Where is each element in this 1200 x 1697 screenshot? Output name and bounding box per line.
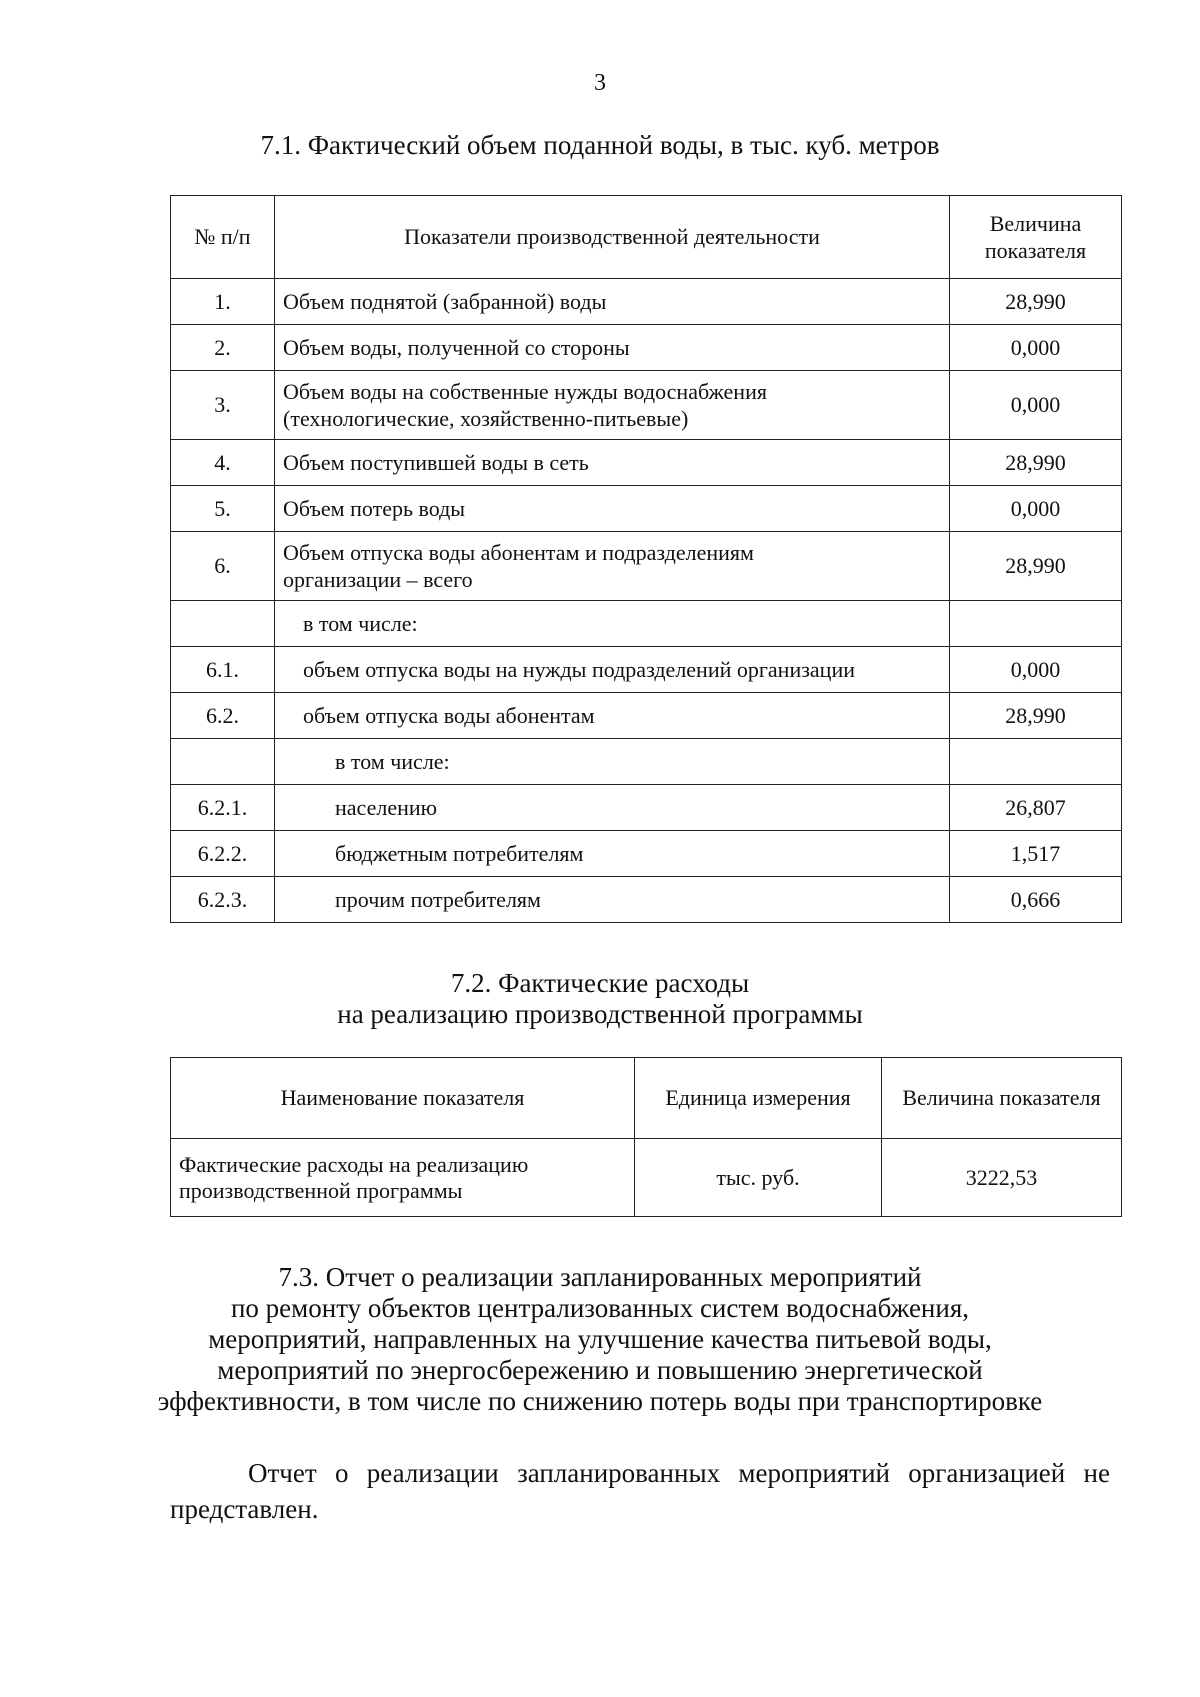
table-row	[171, 486, 1122, 532]
table-row	[171, 371, 1122, 440]
section-7-3-title-line4: мероприятий по энергосбережению и повышению энергетической	[217, 1355, 983, 1385]
cell-indicator	[275, 601, 950, 647]
cell-indicator-name	[171, 1139, 635, 1217]
section-7-3-title	[0, 1262, 1200, 1417]
cell-indicator-line: Объем потерь воды	[283, 496, 466, 521]
cell-indicator	[275, 440, 950, 486]
cell-value: 0,666	[950, 877, 1122, 923]
table-row	[171, 1139, 1122, 1217]
cell-indicator-line: объем отпуска воды на нужды подразделений организации	[303, 657, 855, 682]
header-value	[950, 196, 1122, 279]
cell-value: 28,990	[950, 532, 1122, 601]
table-header-row	[171, 1058, 1122, 1139]
cell-indicator-line: Объем воды на собственные нужды водоснабжения	[283, 379, 767, 404]
cell-indicator-line: прочим потребителям	[335, 887, 541, 912]
cell-num	[171, 601, 275, 647]
table-row	[171, 601, 1122, 647]
cell-value: 28,990	[950, 693, 1122, 739]
cell-indicator	[275, 279, 950, 325]
cell-value: 0,000	[950, 647, 1122, 693]
section-7-3-title-line1: 7.3. Отчет о реализации запланированных мероприятий	[278, 1262, 922, 1292]
cell-indicator-name-line1: Фактические расходы на реализацию	[179, 1151, 529, 1177]
header-unit: Единица измерения	[635, 1058, 882, 1139]
cell-indicator	[275, 739, 950, 785]
cell-value: 1,517	[950, 831, 1122, 877]
cell-value: 26,807	[950, 785, 1122, 831]
cell-indicator	[275, 371, 950, 440]
table-row	[171, 532, 1122, 601]
table-row	[171, 647, 1122, 693]
cell-indicator	[275, 647, 950, 693]
table-row	[171, 440, 1122, 486]
cell-value: 0,000	[950, 325, 1122, 371]
cell-indicator	[275, 785, 950, 831]
water-volume-table-body	[171, 279, 1122, 923]
section-7-3-title-line2: по ремонту объектов централизованных систем водоснабжения,	[230, 1293, 970, 1323]
cell-indicator-line: в том числе:	[335, 749, 450, 774]
cell-num: 6.	[171, 532, 275, 601]
cell-num: 6.2.1.	[171, 785, 275, 831]
header-value-line2: показателя	[984, 238, 1087, 263]
cell-value: 0,000	[950, 371, 1122, 440]
section-7-2-title-line1: 7.2. Фактические расходы	[450, 968, 750, 998]
expenses-table	[170, 1057, 1122, 1217]
cell-indicator-line: населению	[335, 795, 438, 820]
cell-num: 6.2.2.	[171, 831, 275, 877]
header-name: Показатели производственной деятельности	[275, 196, 950, 279]
cell-num: 3.	[171, 371, 275, 440]
table-row	[171, 831, 1122, 877]
cell-unit: тыс. руб.	[635, 1139, 882, 1217]
cell-value	[950, 601, 1122, 647]
cell-indicator	[275, 831, 950, 877]
cell-value	[950, 739, 1122, 785]
report-paragraph: Отчет о реализации запланированных мероприятий организацией не представлен.	[170, 1458, 1110, 1524]
header-value-line1: Величина	[989, 211, 1082, 236]
cell-indicator-line: Объем поднятой (забранной) воды	[283, 289, 607, 314]
cell-indicator	[275, 877, 950, 923]
cell-indicator-line: организации – всего	[283, 567, 473, 592]
cell-value: 28,990	[950, 279, 1122, 325]
section-7-1-title	[0, 130, 1200, 161]
water-volume-table	[170, 195, 1122, 923]
table-row	[171, 739, 1122, 785]
cell-indicator-line: (технологические, хозяйственно-питьевые)	[283, 406, 689, 431]
table-row	[171, 279, 1122, 325]
table-row	[171, 785, 1122, 831]
section-7-1-title-text: 7.1. Фактический объем поданной воды, в тыс. куб. метров	[260, 130, 940, 160]
section-7-3-title-line3: мероприятий, направленных на улучшение качества питьевой воды,	[208, 1324, 992, 1354]
header-indicator-value: Величина показателя	[882, 1058, 1122, 1139]
cell-indicator-line: в том числе:	[303, 611, 418, 636]
cell-value: 0,000	[950, 486, 1122, 532]
cell-indicator	[275, 325, 950, 371]
header-indicator-name: Наименование показателя	[171, 1058, 635, 1139]
section-7-2-title-line2: на реализацию производственной программы	[337, 999, 863, 1029]
section-7-3-title-line5: эффективности, в том числе по снижению потерь воды при транспортировке	[157, 1386, 1043, 1416]
cell-indicator-line: Объем отпуска воды абонентам и подразделениям	[283, 540, 754, 565]
cell-indicator-line: Объем воды, полученной со стороны	[283, 335, 630, 360]
cell-num: 1.	[171, 279, 275, 325]
cell-indicator	[275, 693, 950, 739]
cell-value: 28,990	[950, 440, 1122, 486]
table-row	[171, 325, 1122, 371]
table-header-row	[171, 196, 1122, 279]
cell-indicator-line: бюджетным потребителям	[335, 841, 584, 866]
cell-indicator	[275, 486, 950, 532]
cell-indicator-line: Объем поступившей воды в сеть	[283, 450, 589, 475]
cell-num: 6.1.	[171, 647, 275, 693]
page-number: 3	[594, 70, 606, 96]
section-7-2-title	[0, 968, 1200, 1030]
cell-indicator-value: 3222,53	[882, 1139, 1122, 1217]
cell-num: 4.	[171, 440, 275, 486]
table-row	[171, 693, 1122, 739]
cell-indicator-line: объем отпуска воды абонентам	[303, 703, 595, 728]
cell-num	[171, 739, 275, 785]
header-num: № п/п	[171, 196, 275, 279]
cell-num: 6.2.3.	[171, 877, 275, 923]
cell-num: 5.	[171, 486, 275, 532]
cell-indicator-name-line2: производственной программы	[179, 1177, 463, 1203]
cell-num: 2.	[171, 325, 275, 371]
cell-indicator	[275, 532, 950, 601]
cell-num: 6.2.	[171, 693, 275, 739]
table-row	[171, 877, 1122, 923]
